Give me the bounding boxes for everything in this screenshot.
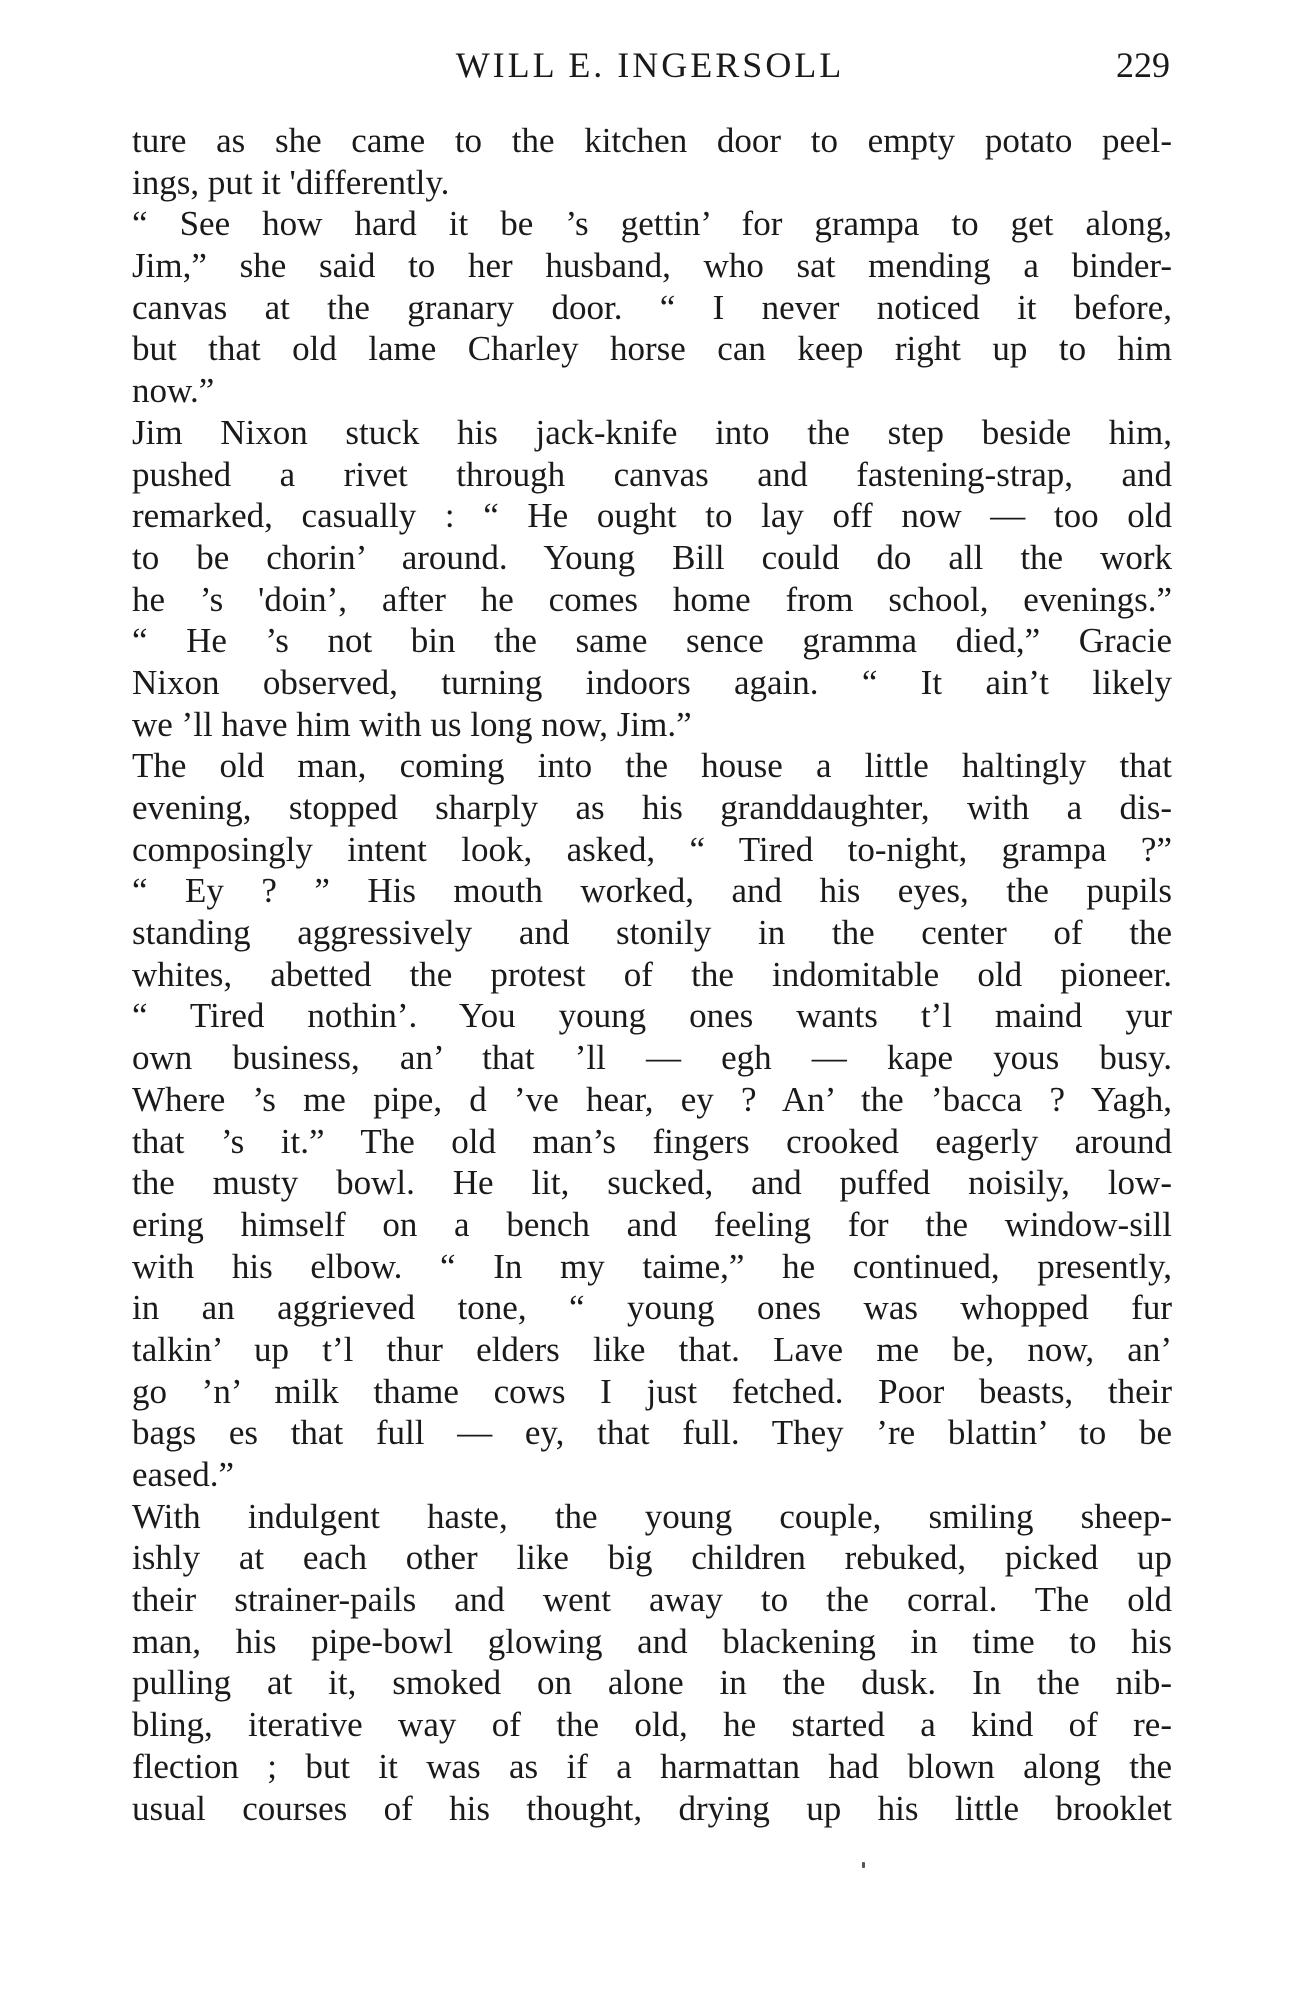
text-line: own business, an’ that ’ll — egh — kape yous busy. bbox=[132, 1038, 1172, 1078]
text-line: we ’ll have him with us long now, Jim.” bbox=[132, 704, 692, 744]
text-line: talkin’ up t’l thur elders like that. Lave me be, now, an’ bbox=[132, 1329, 1172, 1369]
text-line: the musty bowl. He lit, sucked, and puffed noisily, low- bbox=[132, 1163, 1172, 1203]
text-line: but that old lame Charley horse can keep right up to him bbox=[132, 329, 1172, 369]
text-line: in an aggrieved tone, “ young ones was whopped fur bbox=[132, 1288, 1172, 1328]
text-line: ture as she came to the kitchen door to empty potato peel- bbox=[132, 121, 1172, 160]
body-text bbox=[132, 120, 1172, 1829]
text-line: composingly intent look, asked, “ Tired to-night, grampa ?” bbox=[132, 829, 1172, 869]
text-line: he ’s 'doin’, after he comes home from school, evenings.” bbox=[132, 579, 1172, 619]
text-line: “ He ’s not bin the same sence gramma died,” Gracie bbox=[132, 621, 1172, 661]
text-line: pulling at it, smoked on alone in the dusk. In the nib- bbox=[132, 1663, 1172, 1703]
page-number: 229 bbox=[1116, 45, 1170, 85]
text-line: go ’n’ milk thame cows I just fetched. Poor beasts, their bbox=[132, 1371, 1172, 1411]
text-line: man, his pipe-bowl glowing and blackening in time to his bbox=[132, 1621, 1172, 1661]
text-line: flection ; but it was as if a harmattan had blown along the bbox=[132, 1746, 1172, 1786]
text-line: eased.” bbox=[132, 1455, 235, 1494]
text-line: usual courses of his thought, drying up his little brooklet bbox=[132, 1788, 1172, 1828]
text-line: bling, iterative way of the old, he started a kind of re- bbox=[132, 1705, 1172, 1745]
text-line: their strainer-pails and went away to the corral. The old bbox=[132, 1580, 1172, 1620]
text-line: evening, stopped sharply as his granddaughter, with a dis- bbox=[132, 788, 1172, 827]
text-line: Nixon observed, turning indoors again. “ It ain’t likely bbox=[132, 662, 1172, 702]
text-line: Jim,” she said to her husband, who sat mending a binder- bbox=[132, 246, 1172, 286]
text-line: ishly at each other like big children rebuked, picked up bbox=[132, 1538, 1172, 1578]
text-line: pushed a rivet through canvas and fastening-strap, and bbox=[132, 454, 1172, 494]
running-title: WILL E. INGERSOLL bbox=[455, 45, 845, 85]
text-line: remarked, casually : “ He ought to lay off now — too old bbox=[132, 496, 1172, 536]
text-line: ings, put it 'differently. bbox=[132, 162, 450, 202]
text-line: ering himself on a bench and feeling for the window-sill bbox=[132, 1204, 1172, 1244]
text-line: now.” bbox=[132, 371, 215, 411]
text-line: “ Ey ? ” His mouth worked, and his eyes, the pupils bbox=[132, 871, 1172, 911]
text-line: Where ’s me pipe, d ’ve hear, ey ? An’ the ’bacca ? Yagh, bbox=[132, 1079, 1172, 1119]
ink-speck bbox=[862, 1862, 865, 1868]
text-line: bags es that full — ey, that full. They ’re blattin’ to be bbox=[132, 1413, 1172, 1453]
text-line: The old man, coming into the house a little haltingly that bbox=[132, 746, 1172, 786]
running-head bbox=[130, 40, 1170, 90]
text-line: With indulgent haste, the young couple, smiling sheep- bbox=[132, 1496, 1172, 1536]
text-line: standing aggressively and stonily in the center of the bbox=[132, 913, 1172, 953]
text-line: with his elbow. “ In my taime,” he continued, presently, bbox=[132, 1246, 1172, 1286]
text-line: to be chorin’ around. Young Bill could do all the work bbox=[132, 537, 1172, 577]
text-line: “ See how hard it be ’s gettin’ for grampa to get along, bbox=[132, 204, 1172, 244]
text-line: canvas at the granary door. “ I never noticed it before, bbox=[132, 287, 1172, 327]
text-line: whites, abetted the protest of the indomitable old pioneer. bbox=[132, 954, 1172, 994]
text-line: Jim Nixon stuck his jack-knife into the step beside him, bbox=[132, 412, 1172, 452]
text-line: that ’s it.” The old man’s fingers crooked eagerly around bbox=[132, 1121, 1172, 1161]
text-line: “ Tired nothin’. You young ones wants t’l maind yur bbox=[132, 996, 1172, 1036]
